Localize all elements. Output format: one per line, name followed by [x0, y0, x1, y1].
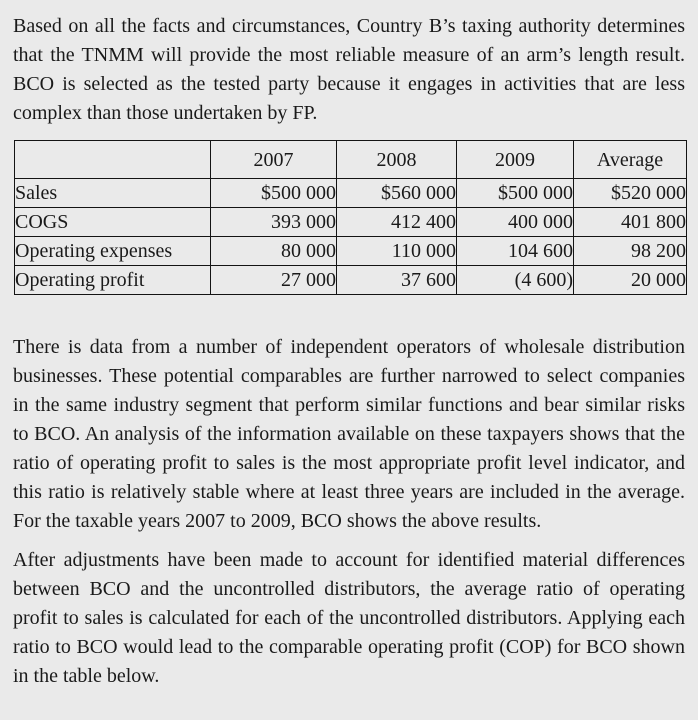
table-cell: 400 000: [457, 208, 574, 237]
column-header-empty: [15, 141, 211, 179]
table-row-operating-expenses: [15, 237, 687, 266]
paragraph-adjustments: After adjustments have been made to account for identified material differences between BCO and the uncontrolled distributors, the average ratio of operating profit to sales is calculated for each of the uncontrolled distributors. Applying each ratio to BCO would lead to the comparable operating profit (COP) for BCO shown in the table below.: [13, 549, 685, 687]
column-header-average: Average: [574, 141, 687, 179]
row-label-cogs: COGS: [15, 208, 211, 237]
table-cell: 110 000: [337, 237, 457, 266]
table-cell: 393 000: [211, 208, 337, 237]
column-header-2008: 2008: [337, 141, 457, 179]
table-cell: $500 000: [457, 179, 574, 208]
table-cell: 80 000: [211, 237, 337, 266]
paragraph-comparables: There is data from a number of independent operators of wholesale distribution businesses. These potential comparables are further narrowed to select companies in the same industry segment that perform similar functions and bear similar risks to BCO. An analysis of the information available on these taxpayers shows that the ratio of operating profit to sales is the most appropriate profit level indicator, and this ratio is relatively stable where at least three years are included in the average. For the taxable years 2007 to 2009, BCO shows the above results.: [13, 336, 685, 532]
table-cell: 98 200: [574, 237, 687, 266]
row-label-sales: Sales: [15, 179, 211, 208]
table-cell: 401 800: [574, 208, 687, 237]
row-label-operating-expenses: Operating expenses: [15, 237, 211, 266]
table-cell: 27 000: [211, 266, 337, 295]
table-cell: 412 400: [337, 208, 457, 237]
bco-results-table: [14, 140, 687, 295]
table-cell: $520 000: [574, 179, 687, 208]
row-label-operating-profit: Operating profit: [15, 266, 211, 295]
table-cell: $560 000: [337, 179, 457, 208]
table-cell: 20 000: [574, 266, 687, 295]
table-row-operating-profit: [15, 266, 687, 295]
table-row-sales: [15, 179, 687, 208]
paragraph-intro: Based on all the facts and circumstances, Country B’s taxing authority determines that the TNMM will provide the most reliable measure of an arm’s length result. BCO is selected as the tested party because it engages in activities that are less complex than those undertaken by FP.: [13, 15, 685, 124]
table-row-cogs: [15, 208, 687, 237]
column-header-2009: 2009: [457, 141, 574, 179]
table-cell: 37 600: [337, 266, 457, 295]
table-cell: 104 600: [457, 237, 574, 266]
column-header-2007: 2007: [211, 141, 337, 179]
table-header-row: [15, 141, 687, 179]
table-cell: $500 000: [211, 179, 337, 208]
table-cell: (4 600): [457, 266, 574, 295]
